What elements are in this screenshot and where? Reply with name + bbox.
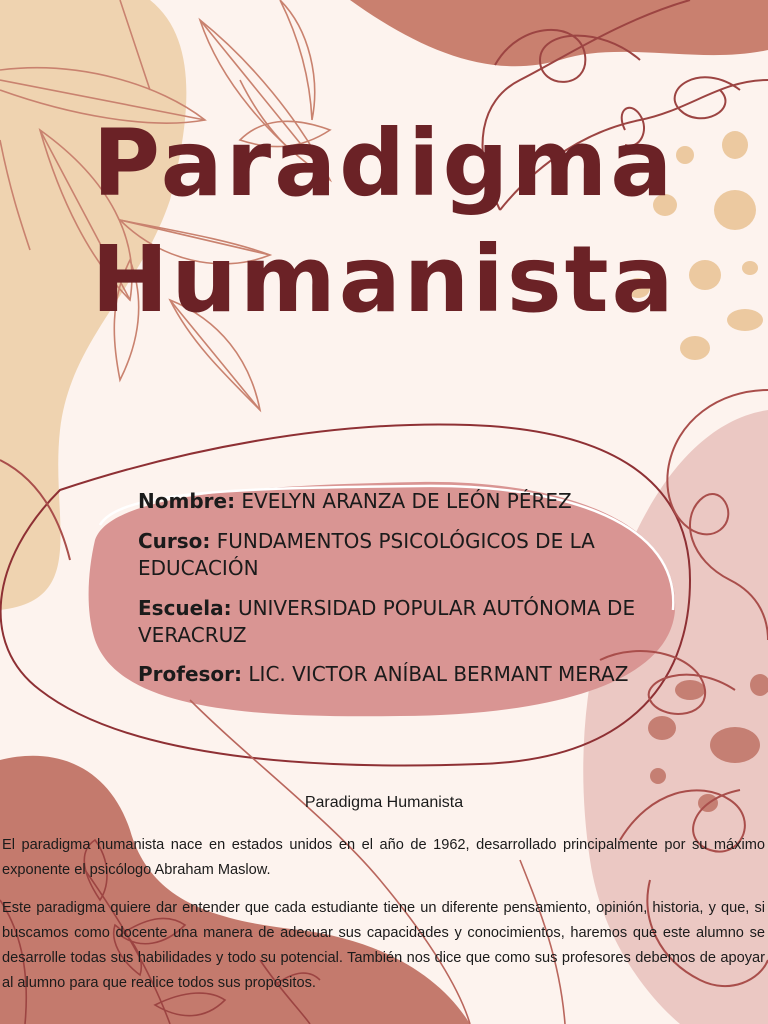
terracotta-blob-top-shape bbox=[350, 0, 768, 66]
info-name bbox=[138, 488, 658, 515]
paragraph-2: Este paradigma quiere dar entender que cada estudiante tiene un diferente pensamiento, opinión, historia, y que, si buscamos como docente una manera de adecuar sus capacidades y conocimientos, haremos que este alumno se desarrolle todas sus habilidades y todo su potencial. También nos dice que como sus profesores debemos de apoyar al alumno para que realice todos sus propósitos. bbox=[2, 900, 765, 991]
teacher-label: Profesor: bbox=[138, 662, 243, 686]
school-value: UNIVERSIDAD POPULAR AUTÓNOMA DE VERACRUZ bbox=[138, 596, 636, 647]
course-label: Curso: bbox=[138, 529, 211, 553]
cover-title-line1: Paradigma bbox=[92, 110, 676, 217]
paragraph-1: El paradigma humanista nace en estados unidos en el año de 1962, desarrollado principalmente por su máximo exponente el psicólogo Abraham Maslow. bbox=[2, 837, 765, 878]
cover-title-line2: Humanista bbox=[91, 226, 677, 333]
section-title: Paradigma Humanista bbox=[304, 794, 464, 811]
teacher-value: LIC. VICTOR ANÍBAL BERMANT MERAZ bbox=[248, 662, 629, 686]
name-label: Nombre: bbox=[138, 489, 236, 513]
name-value: EVELYN ARANZA DE LEÓN PÉREZ bbox=[241, 489, 572, 513]
school-label: Escuela: bbox=[138, 596, 232, 620]
course-value: FUNDAMENTOS PSICOLÓGICOS DE LA EDUCACIÓN bbox=[138, 529, 595, 580]
info-course bbox=[138, 528, 658, 582]
info-school bbox=[138, 595, 658, 649]
info-teacher bbox=[138, 661, 658, 688]
